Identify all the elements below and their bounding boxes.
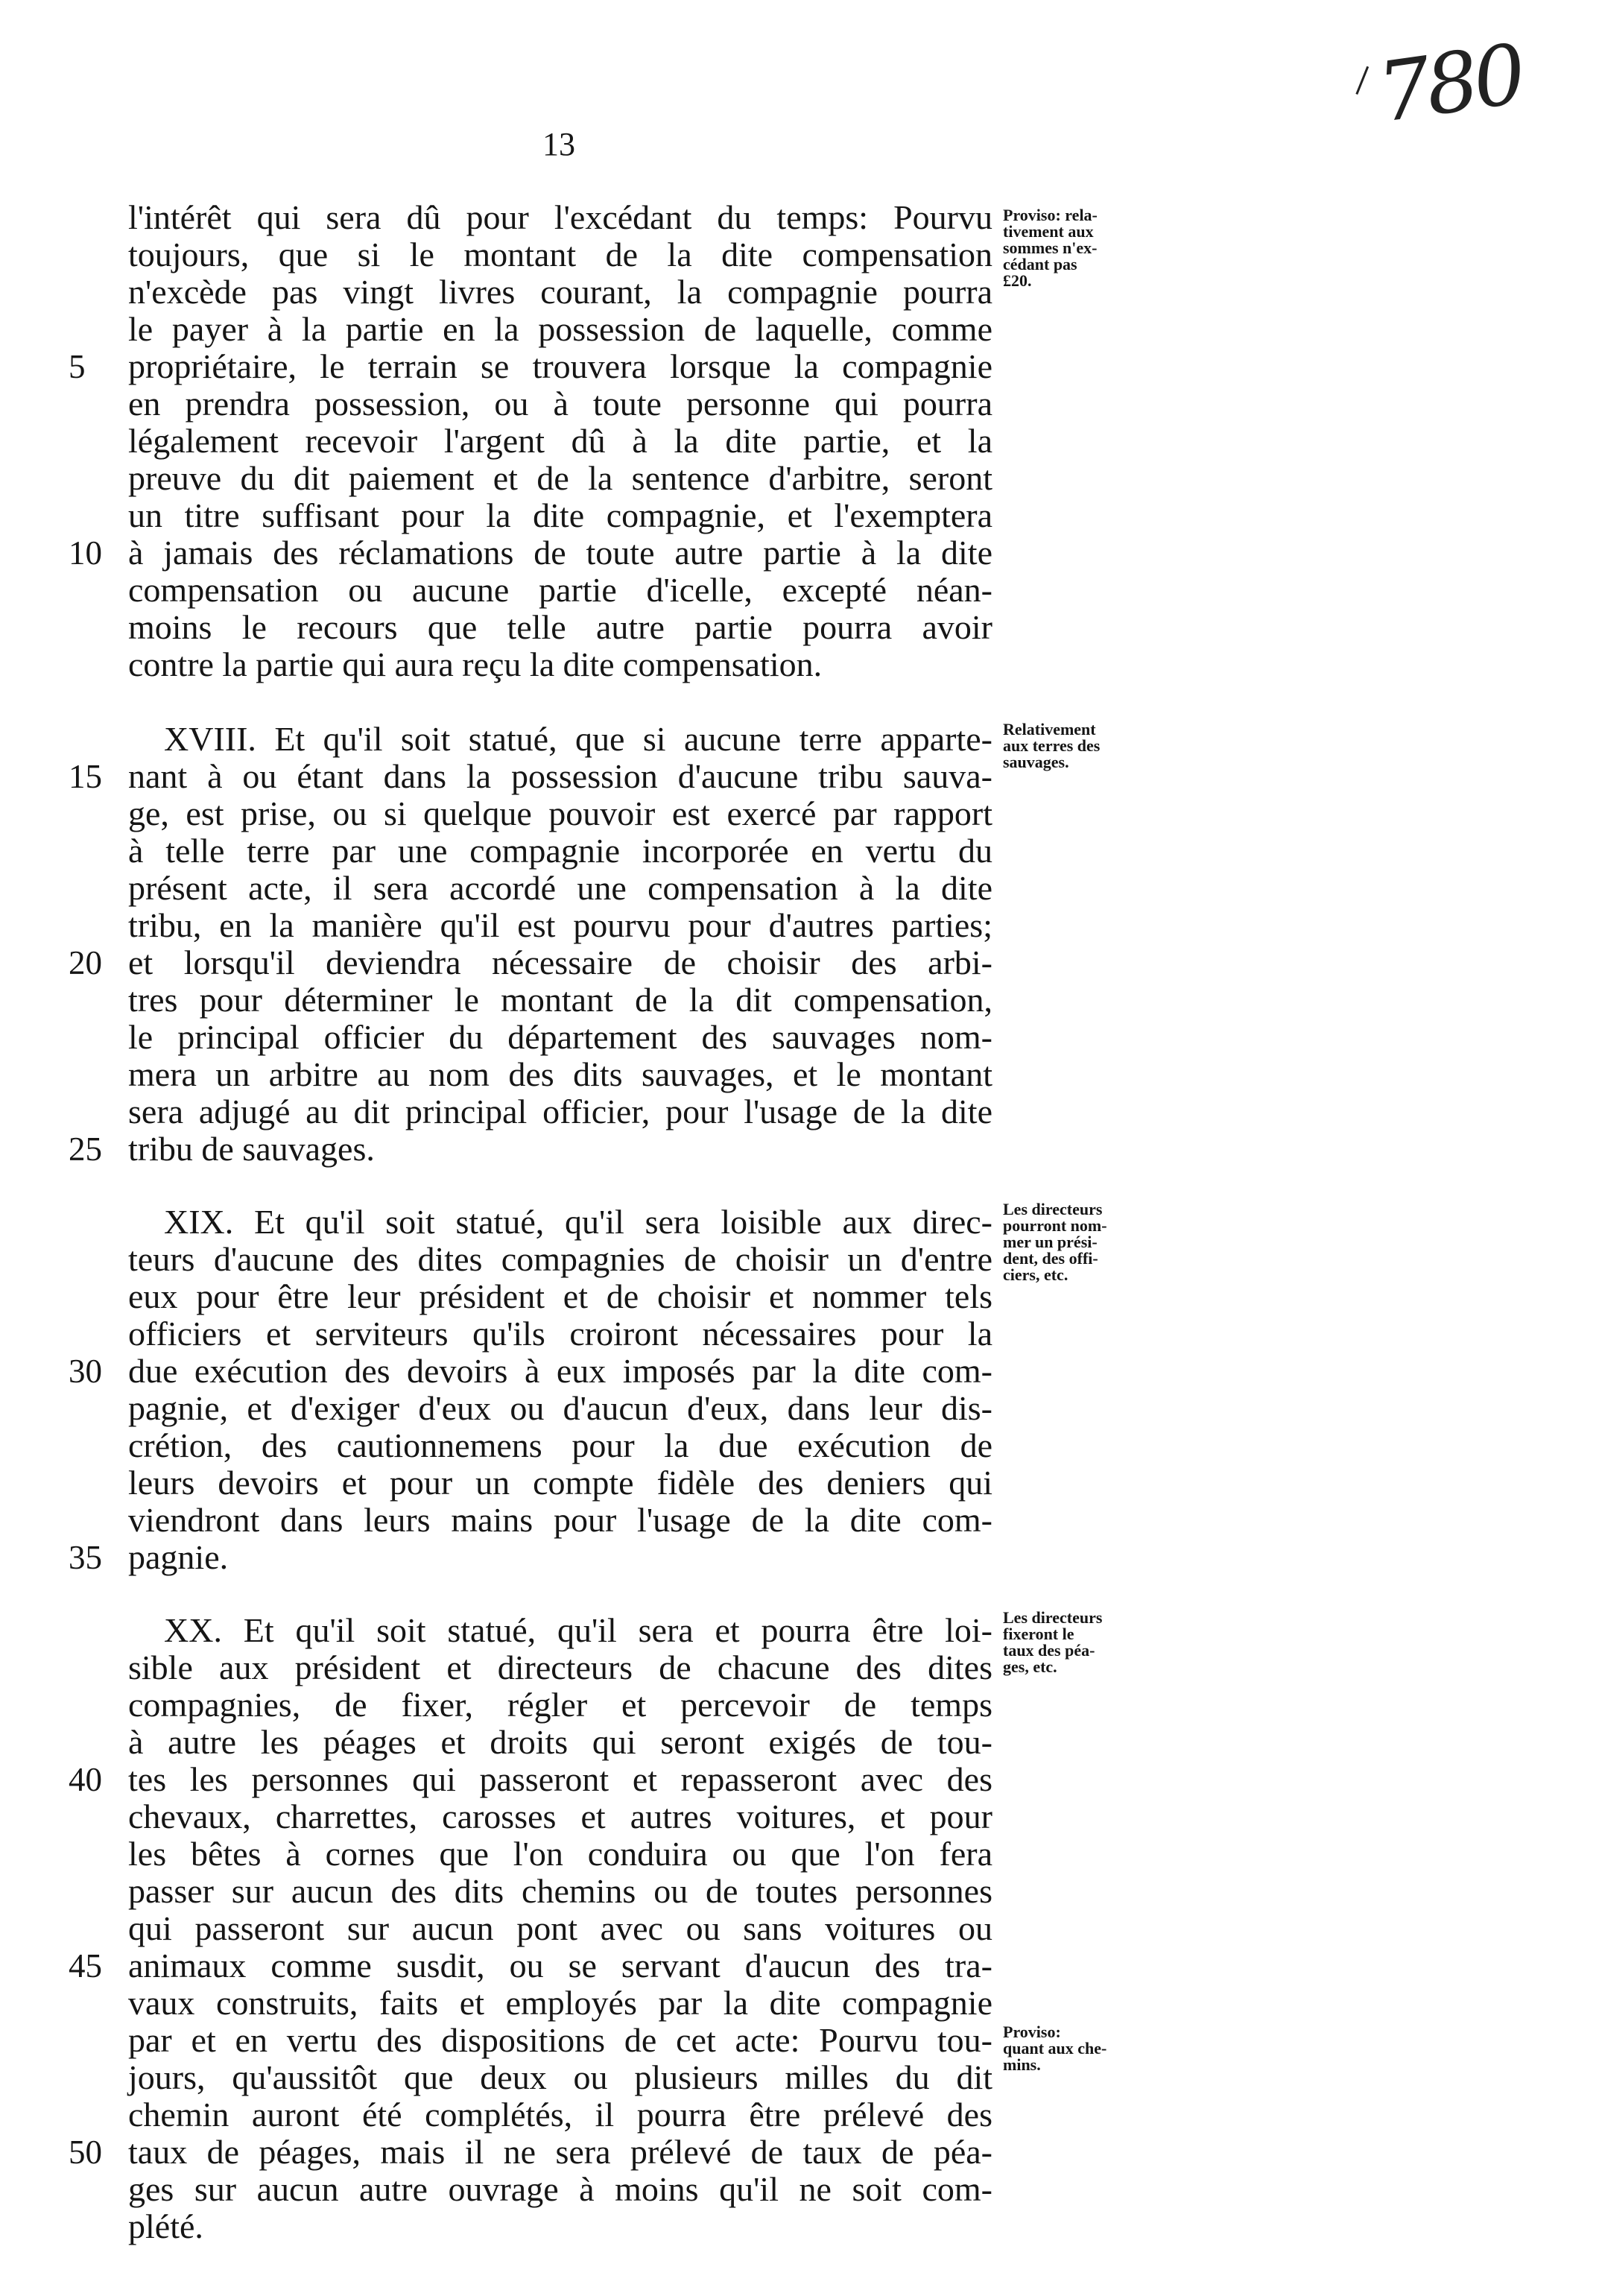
handwritten-folio: 780 (1372, 26, 1527, 141)
line-number: 15 (69, 758, 102, 795)
text-line: crétion, des cautionnemens pour la due exécution de (128, 1426, 992, 1464)
margin-note-line: quant aux che- (1003, 2039, 1107, 2058)
text-line: en prendra possession, ou à toute personne qui pourra (128, 385, 992, 423)
text-line: qui passeront sur aucun pont avec ou sans voitures ou (128, 1909, 992, 1947)
text-line: par et en vertu des dispositions de cet acte: Pourvu tou- (128, 2021, 992, 2059)
margin-note-line: £20. (1003, 271, 1032, 290)
margin-note-directeurs-taux (1003, 1610, 1174, 1675)
text-line: compagnies, de fixer, régler et percevoir de temps (128, 1686, 992, 1724)
text-line: contre la partie qui aura reçu la dite compensation. (128, 645, 823, 683)
margin-note-directeurs-nommer (1003, 1201, 1174, 1283)
text-line: mera un arbitre au nom des dits sauvages, et le montant (128, 1055, 992, 1093)
margin-note-line: fixeront le (1003, 1625, 1074, 1643)
line-number: 40 (69, 1761, 102, 1798)
text-line: pagnie, et d'exiger d'eux ou d'aucun d'eux, dans leur dis- (128, 1389, 992, 1427)
margin-note-line: taux des péa- (1003, 1641, 1095, 1660)
text-line: ges sur aucun autre ouvrage à moins qu'il ne soit com- (128, 2170, 992, 2208)
text-line: à jamais des réclamations de toute autre partie à la dite (128, 534, 992, 572)
margin-note-line: Les directeurs (1003, 1608, 1103, 1627)
text-line: XIX. Et qu'il soit statué, qu'il sera loisible aux direc- (164, 1203, 992, 1241)
text-line: XVIII. Et qu'il soit statué, que si aucune terre apparte- (164, 720, 992, 758)
margin-note-line: ciers, etc. (1003, 1265, 1068, 1284)
margin-note-line: sommes n'ex- (1003, 238, 1098, 257)
text-line: chevaux, charrettes, carosses et autres voitures, et pour (128, 1797, 992, 1835)
text-line: leurs devoirs et pour un compte fidèle des deniers qui (128, 1464, 992, 1502)
line-number: 20 (69, 944, 102, 981)
margin-note-line: Proviso: rela- (1003, 206, 1098, 224)
margin-note-line: mer un prési- (1003, 1233, 1098, 1251)
margin-note-line: tivement aux (1003, 222, 1094, 241)
margin-note-line: Les directeurs (1003, 1200, 1103, 1218)
text-line: le payer à la partie en la possession de laquelle, comme (128, 310, 992, 348)
text-line: tribu de sauvages. (128, 1130, 375, 1168)
text-line: preuve du dit paiement et de la sentence d'arbitre, seront (128, 459, 992, 497)
text-line: chemin auront été complétés, il pourra être prélevé des (128, 2096, 992, 2134)
text-line: légalement recevoir l'argent dû à la dite partie, et la (128, 422, 992, 460)
text-line: propriétaire, le terrain se trouvera lorsque la compagnie (128, 347, 992, 385)
text-line: sible aux président et directeurs de chacune des dites (128, 1648, 992, 1686)
text-line: due exécution des devoirs à eux imposés par la dite com- (128, 1352, 992, 1390)
text-line: toujours, que si le montant de la dite compensation (128, 235, 992, 273)
line-number: 45 (69, 1947, 102, 1985)
text-line: un titre suffisant pour la dite compagnie, et l'exemptera (128, 496, 992, 534)
text-line: XX. Et qu'il soit statué, qu'il sera et pourra être loi- (164, 1611, 992, 1649)
text-line: viendront dans leurs mains pour l'usage de la dite com- (128, 1501, 992, 1539)
text-line: teurs d'aucune des dites compagnies de choisir un d'entre (128, 1240, 992, 1278)
text-line: à autre les péages et droits qui seront exigés de tou- (128, 1723, 992, 1761)
text-line: à telle terre par une compagnie incorporée en vertu du (128, 832, 992, 870)
text-line: plété. (128, 2207, 203, 2245)
text-line: compensation ou aucune partie d'icelle, excepté néan- (128, 571, 992, 609)
line-number: 10 (69, 534, 102, 572)
margin-note-line: cédant pas (1003, 255, 1077, 273)
text-line: tribu, en la manière qu'il est pourvu pour d'autres parties; (128, 906, 992, 944)
text-line: tes les personnes qui passeront et repasseront avec des (128, 1760, 992, 1798)
text-line: n'excède pas vingt livres courant, la compagnie pourra (128, 273, 992, 311)
margin-note-proviso-20 (1003, 207, 1174, 289)
text-line: moins le recours que telle autre partie pourra avoir (128, 608, 992, 646)
text-line: passer sur aucun des dits chemins ou de toutes personnes (128, 1872, 992, 1910)
text-line: taux de péages, mais il ne sera prélevé de taux de péa- (128, 2133, 992, 2171)
margin-note-line: sauvages. (1003, 753, 1069, 771)
margin-note-line: pourront nom- (1003, 1216, 1107, 1235)
margin-note-line: dent, des offi- (1003, 1249, 1098, 1268)
text-line: jours, qu'aussitôt que deux ou plusieurs milles du dit (128, 2058, 992, 2096)
text-line: animaux comme susdit, ou se servant d'aucun des tra- (128, 1946, 992, 1985)
text-line: l'intérêt qui sera dû pour l'excédant du temps: Pourvu (128, 198, 992, 236)
margin-note-line: aux terres des (1003, 736, 1101, 755)
text-line: ge, est prise, ou si quelque pouvoir est exercé par rapport (128, 794, 992, 832)
text-line: officiers et serviteurs qu'ils croiront nécessaires pour la (128, 1315, 992, 1353)
text-line: sera adjugé au dit principal officier, pour l'usage de la dite (128, 1092, 992, 1130)
margin-note-line: mins. (1003, 2055, 1041, 2074)
line-number: 50 (69, 2134, 102, 2171)
line-number: 30 (69, 1353, 102, 1390)
margin-note-line: Relativement (1003, 720, 1096, 739)
text-line: vaux construits, faits et employés par la dite compagnie (128, 1984, 992, 2022)
text-line: et lorsqu'il deviendra nécessaire de choisir des arbi- (128, 943, 992, 981)
text-line: présent acte, il sera accordé une compensation à la dite (128, 869, 992, 907)
text-line: tres pour déterminer le montant de la dit compensation, (128, 981, 992, 1019)
page-number: 13 (542, 126, 575, 162)
text-line: les bêtes à cornes que l'on conduira ou que l'on fera (128, 1835, 992, 1873)
margin-note-proviso-chemins (1003, 2024, 1174, 2073)
line-number: 35 (69, 1539, 102, 1576)
text-line: eux pour être leur président et de choisir et nommer tels (128, 1277, 992, 1315)
text-line: pagnie. (128, 1538, 229, 1576)
text-line: le principal officier du département des sauvages nom- (128, 1018, 992, 1056)
line-number: 25 (69, 1130, 102, 1168)
margin-note-line: ges, etc. (1003, 1657, 1057, 1676)
margin-note-line: Proviso: (1003, 2023, 1061, 2041)
margin-note-terres-sauvages (1003, 721, 1174, 771)
text-line: nant à ou étant dans la possession d'aucune tribu sauva- (128, 757, 992, 795)
line-number: 5 (69, 348, 86, 385)
